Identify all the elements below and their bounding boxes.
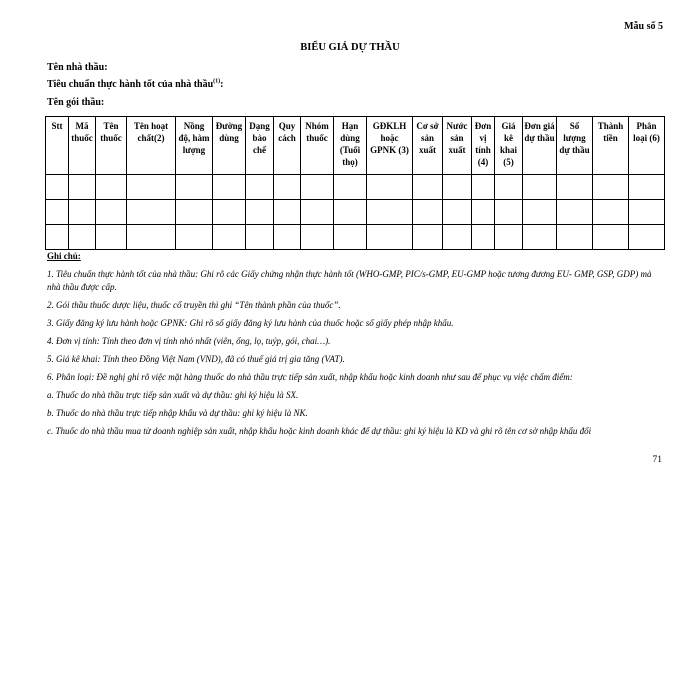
bid-package-label: Tên gói thầu:	[47, 97, 105, 108]
table-cell	[523, 175, 557, 200]
notes-heading: Ghi chú:	[47, 251, 81, 261]
table-cell	[127, 175, 176, 200]
document-title: BIỂU GIÁ DỰ THẦU	[300, 42, 400, 53]
column-header: Đơn vị tính (4)	[472, 117, 495, 175]
table-cell	[367, 225, 413, 250]
table-cell	[629, 200, 665, 225]
note-item: c. Thuốc do nhà thầu mua từ doanh nghiệp sản xuất, nhập khẩu hoặc kinh doanh khác để dự thầu: ghi ký hiệu là KD và ghi rõ tên cơ sở nhập khẩu đối	[47, 426, 592, 436]
table-cell	[495, 225, 523, 250]
table-cell	[593, 225, 629, 250]
table-cell	[46, 175, 69, 200]
column-header: Stt	[46, 117, 69, 175]
table-cell	[274, 200, 301, 225]
column-header: Dạng bào chế	[246, 117, 274, 175]
table-cell	[127, 225, 176, 250]
table-cell	[127, 200, 176, 225]
contractor-name-field	[47, 62, 108, 73]
table-cell	[367, 175, 413, 200]
table-cell	[176, 225, 213, 250]
column-header: Số lượng dự thầu	[557, 117, 593, 175]
table-cell	[274, 225, 301, 250]
column-header: Tên hoạt chất(2)	[127, 117, 176, 175]
table-cell	[413, 200, 443, 225]
table-cell	[557, 200, 593, 225]
contractor-name-label: Tên nhà thầu:	[47, 62, 108, 73]
table-cell	[334, 175, 367, 200]
table-cell	[246, 175, 274, 200]
table-cell	[557, 225, 593, 250]
table-cell	[301, 200, 334, 225]
table-cell	[301, 225, 334, 250]
column-header: GĐKLH hoặc GPNK (3)	[367, 117, 413, 175]
table-cell	[523, 200, 557, 225]
table-cell	[213, 225, 246, 250]
table-cell	[69, 200, 96, 225]
footnote-ref-1: (1)	[213, 78, 221, 85]
table-cell	[246, 200, 274, 225]
note-item: 3. Giấy đăng ký lưu hành hoặc GPNK: Ghi rõ số giấy đăng ký lưu hành của thuốc hoặc số giấy phép nhập khẩu.	[47, 318, 454, 328]
column-header: Cơ sở sản xuất	[413, 117, 443, 175]
table-cell	[334, 225, 367, 250]
table-row	[46, 175, 665, 200]
table-cell	[443, 225, 472, 250]
notes-section	[47, 251, 667, 443]
column-header: Mã thuốc	[69, 117, 96, 175]
table-cell	[213, 175, 246, 200]
bid-package-field	[47, 97, 104, 108]
column-header: Quy cách	[274, 117, 301, 175]
table-cell	[629, 175, 665, 200]
column-header: Đường dùng	[213, 117, 246, 175]
table-cell	[413, 175, 443, 200]
table-cell	[443, 200, 472, 225]
table-body	[46, 175, 665, 250]
column-header: Nước sản xuất	[443, 117, 472, 175]
note-item: 2. Gói thầu thuốc dược liệu, thuốc cổ truyền thì ghi “Tên thành phần của thuốc”.	[47, 300, 341, 310]
note-item: a. Thuốc do nhà thầu trực tiếp sản xuất và dự thầu: ghi ký hiệu là SX.	[47, 390, 299, 400]
column-header: Nồng độ, hàm lượng	[176, 117, 213, 175]
table-row	[46, 200, 665, 225]
table-cell	[176, 200, 213, 225]
form-number: Mẫu số 5	[624, 21, 663, 32]
gmp-standard-field	[47, 79, 224, 90]
note-item: 5. Giá kê khai: Tính theo Đồng Việt Nam (VND), đã có thuế giá trị gia tăng (VAT).	[47, 354, 345, 364]
table-cell	[443, 175, 472, 200]
table-cell	[46, 200, 69, 225]
table-cell	[69, 175, 96, 200]
table-header-row	[46, 117, 665, 175]
table-cell	[367, 200, 413, 225]
note-item: 6. Phân loại: Đề nghị ghi rõ việc mặt hàng thuốc do nhà thầu trực tiếp sản xuất, nhập khẩu hoặc kinh doanh như sau để phục vụ việc chấm điểm:	[47, 372, 573, 382]
table-cell	[472, 200, 495, 225]
table-cell	[274, 175, 301, 200]
table-cell	[593, 175, 629, 200]
table-cell	[472, 225, 495, 250]
table-cell	[413, 225, 443, 250]
column-header: Thành tiền	[593, 117, 629, 175]
column-header: Tên thuốc	[96, 117, 127, 175]
table-cell	[246, 225, 274, 250]
column-header: Đơn giá dự thầu	[523, 117, 557, 175]
gmp-standard-label: Tiêu chuẩn thực hành tốt của nhà thầu	[47, 79, 214, 90]
table-cell	[557, 175, 593, 200]
column-header: Hạn dùng (Tuổi thọ)	[334, 117, 367, 175]
table-cell	[96, 200, 127, 225]
page-number: 71	[652, 455, 662, 465]
gmp-standard-colon: :	[220, 79, 224, 90]
table-cell	[301, 175, 334, 200]
table-cell	[495, 175, 523, 200]
table-cell	[334, 200, 367, 225]
column-header: Phân loại (6)	[629, 117, 665, 175]
table-row	[46, 225, 665, 250]
table-cell	[176, 175, 213, 200]
table-cell	[96, 175, 127, 200]
table-cell	[46, 225, 69, 250]
table-cell	[495, 200, 523, 225]
table-cell	[472, 175, 495, 200]
bid-price-table	[45, 116, 665, 250]
table-cell	[69, 225, 96, 250]
table-cell	[96, 225, 127, 250]
table-cell	[523, 225, 557, 250]
table-cell	[593, 200, 629, 225]
note-item: 1. Tiêu chuẩn thực hành tốt của nhà thầu: Ghi rõ các Giấy chứng nhận thực hành tốt (WHO-GMP, PIC/s-GMP, EU-GMP hoặc tương đương EU- GMP, GSP, GDP) mà nhà thầu được cấp.	[47, 269, 652, 292]
table-cell	[629, 225, 665, 250]
note-item: 4. Đơn vị tính: Tính theo đơn vị tính nhỏ nhất (viên, ống, lọ, tuýp, gói, chai…).	[47, 336, 331, 346]
column-header: Giá kê khai (5)	[495, 117, 523, 175]
note-item: b. Thuốc do nhà thầu trực tiếp nhập khẩu và dự thầu: ghi ký hiệu là NK.	[47, 408, 308, 418]
table-cell	[213, 200, 246, 225]
column-header: Nhóm thuốc	[301, 117, 334, 175]
